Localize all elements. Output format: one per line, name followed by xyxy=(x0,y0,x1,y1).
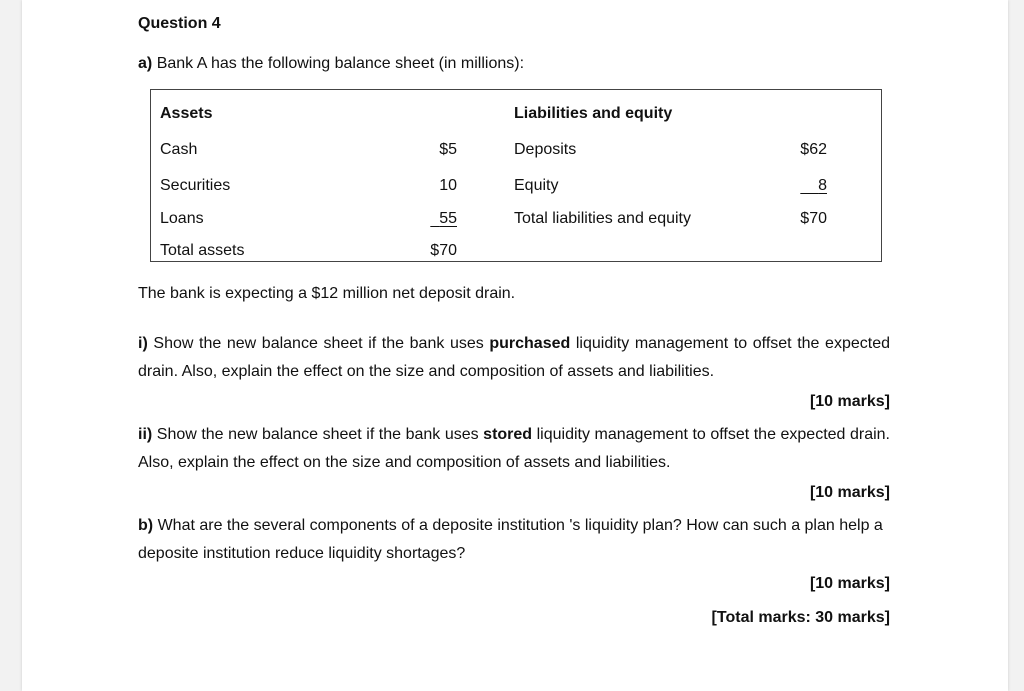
part-a-intro xyxy=(138,55,524,73)
liability-total-label: Total liabilities and equity xyxy=(514,210,691,227)
part-ii-keyword: stored xyxy=(483,426,533,443)
part-ii-marks: [10 marks] xyxy=(809,484,890,501)
balance-sheet-table xyxy=(150,89,882,262)
part-i-question: i) Show the new balance sheet if the bank uses purchased liquidity management to offset the expected drain. Also, explain the effect on the size and composition of assets and liabilities. xyxy=(138,335,890,380)
part-i-keyword: purchased xyxy=(489,335,571,352)
total-marks: [Total marks: 30 marks] xyxy=(711,609,890,626)
document-page xyxy=(22,0,1008,691)
liabilities-header: Liabilities and equity xyxy=(514,105,673,122)
asset-value: 10 xyxy=(439,177,457,194)
liability-value: $62 xyxy=(800,141,827,158)
liability-label: Equity xyxy=(514,177,559,194)
liability-value: 8 xyxy=(818,177,827,194)
part-ii-question: ii) Show the new balance sheet if the bank uses stored liquidity management to offset the expected drain. Also, explain the effect on the size and composition of assets and liabilities. xyxy=(138,426,890,471)
part-b-question: b) What are the several components of a deposite institution 's liquidity plan? How can such a plan help a deposite institution reduce liquidity shortages? xyxy=(138,517,883,562)
asset-label: Loans xyxy=(160,210,204,227)
part-ii-prefix: ii) xyxy=(138,426,153,443)
asset-label: Cash xyxy=(160,141,198,158)
asset-total-value: $70 xyxy=(430,242,457,259)
asset-value: $5 xyxy=(439,141,457,158)
asset-total-label: Total assets xyxy=(160,242,245,259)
part-b-prefix: b) xyxy=(138,517,154,534)
assets-header: Assets xyxy=(160,105,213,122)
asset-value: 55 xyxy=(439,210,457,227)
part-a-prefix: a) xyxy=(138,55,153,72)
liability-total-value: $70 xyxy=(800,210,827,227)
asset-label: Securities xyxy=(160,177,231,194)
part-i-marks: [10 marks] xyxy=(809,393,890,410)
part-a-text: Bank A has the following balance sheet (in millions): xyxy=(156,55,525,72)
liability-label: Deposits xyxy=(514,141,577,158)
part-i-prefix: i) xyxy=(138,335,148,352)
deposit-drain-text: The bank is expecting a $12 million net deposit drain. xyxy=(138,285,516,302)
question-title: Question 4 xyxy=(138,15,221,32)
part-b-marks: [10 marks] xyxy=(809,575,890,592)
